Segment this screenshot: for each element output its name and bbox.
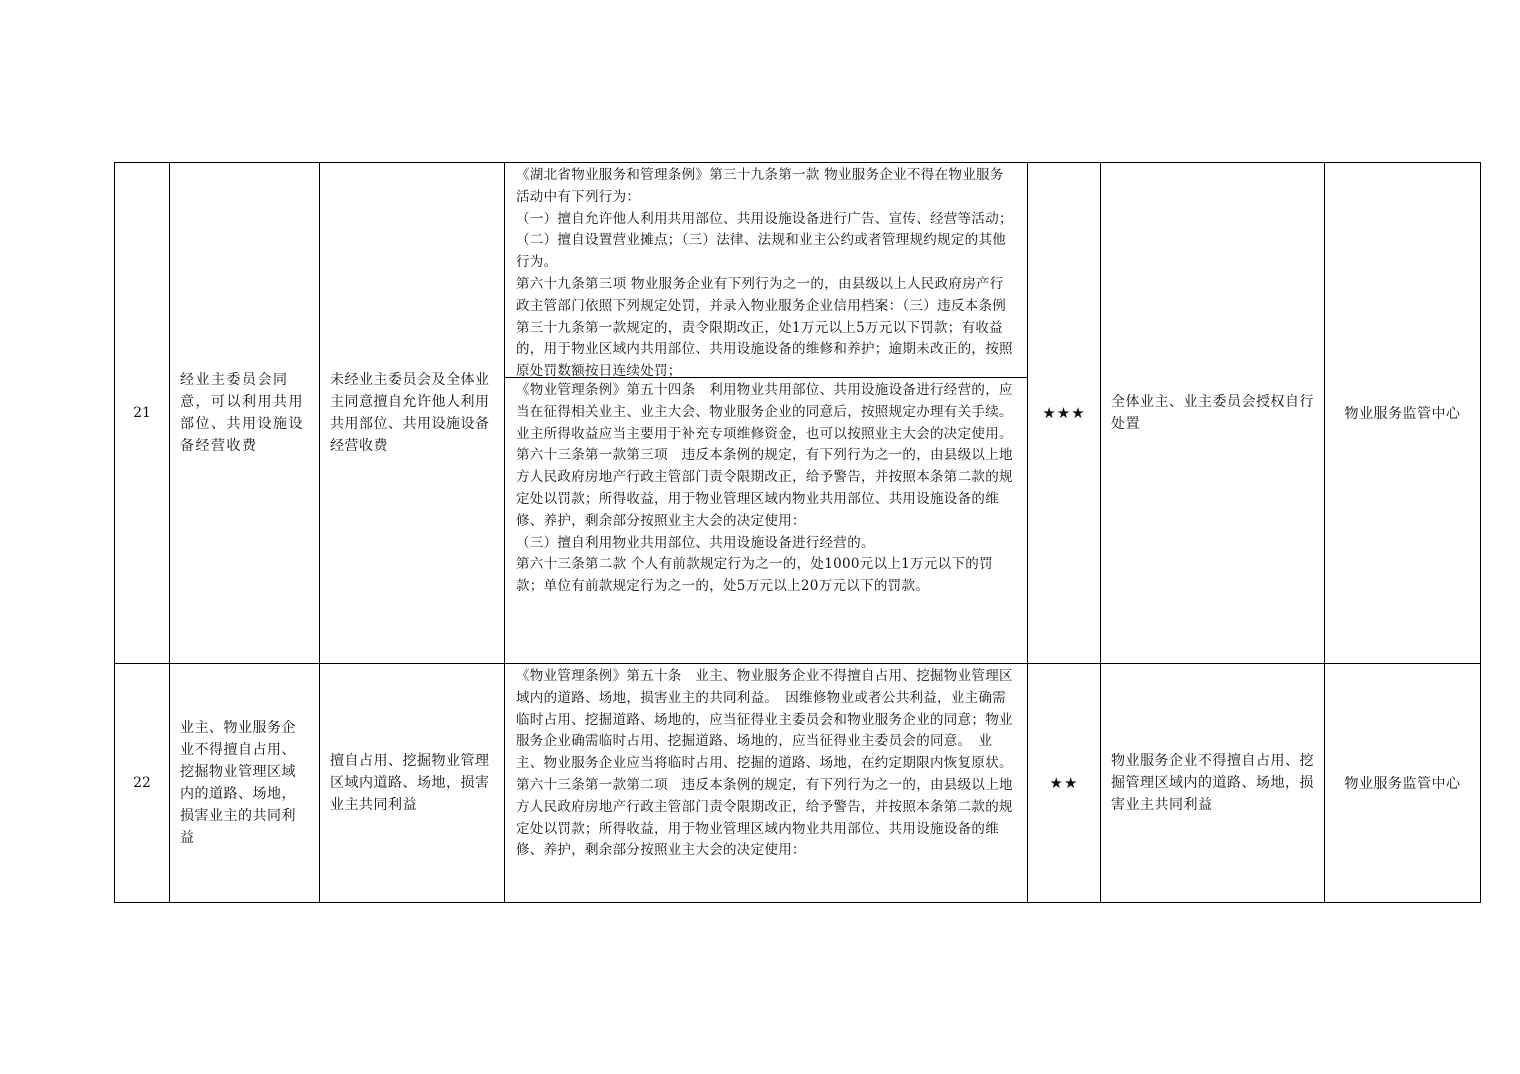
item-description: 经业主委员会同意，可以利用共用部位、共用设施设备经营收费 [170,163,320,664]
row-index: 21 [115,163,170,664]
violation-behavior: 未经业主委员会及全体业主同意擅自允许他人利用共用部位、共用设施设备经营收费 [320,163,505,664]
law-paragraph: （一）擅自允许他人利用共用部位、共用设施设备进行广告、宣传、经营等活动；（二）擅自设置营业摊点；（三）法律、法规和业主公约或者管理规约规定的其他行为。 [516,210,1013,271]
violation-behavior: 擅自占用、挖掘物业管理区域内道路、场地，损害业主共同利益 [320,664,505,903]
responsible-department: 物业服务监管中心 [1325,163,1481,664]
law-block [505,163,1027,380]
row-index: 22 [115,664,170,903]
table-row [115,163,1481,664]
item-description: 业主、物业服务企业不得擅自占用、挖掘物业管理区域内的道路、场地，损害业主的共同利益 [170,664,320,903]
law-paragraph: 第六十三条第二款 个人有前款规定行为之一的，处1000元以上1万元以下的罚款；单位有前款规定行为之一的，处5万元以上20万元以下的罚款。 [516,556,993,595]
law-paragraph: 《湖北省物业服务和管理条例》第三十九条第一款 物业服务企业不得在物业服务活动中有下列行为： [516,167,1004,205]
table-row [115,664,1481,903]
law-paragraph: （三）擅自利用物业共用部位、共用设施设备进行经营的。 [516,534,875,551]
responsible-department: 物业服务监管中心 [1325,664,1481,903]
handling-method: 全体业主、业主委员会授权自行处置 [1101,163,1325,664]
severity-stars: ★★★ [1028,163,1101,664]
law-paragraph: 《物业管理条例》第五十四条 利用物业共用部位、共用设施设备进行经营的，应当在征得相关业主、业主大会、物业服务企业的同意后，按照规定办理有关手续。业主所得收益应当主要用于补充专项维修资金，也可以按照业主大会的决定使用。 [516,382,1013,442]
law-block [505,664,1027,862]
handling-method: 物业服务企业不得擅自占用、挖掘管理区域内的道路、场地，损害业主共同利益 [1101,664,1325,903]
law-paragraph: 第六十三条第一款第三项 违反本条例的规定，有下列行为之一的，由县级以上地方人民政府房地产行政主管部门责令限期改正，给予警告，并按照本条第二款的规定处以罚款；所得收益，用于物业管理区域内物业共用部位、共用设施设备的维修、养护，剩余部分按照业主大会的决定使用： [516,447,1013,529]
regulation-table [114,162,1481,903]
severity-stars: ★★ [1028,664,1101,903]
law-paragraph: 第六十三条第一款第二项 违反本条例的规定，有下列行为之一的，由县级以上地方人民政府房地产行政主管部门责令限期改正，给予警告，并按照本条第二款的规定处以罚款；所得收益，用于物业管理区域内物业共用部位、共用设施设备的维修、养护，剩余部分按照业主大会的决定使用： [516,776,1013,859]
law-paragraph: 第六十九条第三项 物业服务企业有下列行为之一的，由县级以上人民政府房产行政主管部门依照下列规定处罚，并录入物业服务企业信用档案：（三）违反本条例第三十九条第一款规定的，责令限期改正，处1万元以上5万元以下罚款；有收益的，用于物业区域内共用部位、共用设施设备的维修和养护；逾期未改正的，按照原处罚数额按日连续处罚； [516,275,1013,380]
law-block [505,377,1027,598]
legal-basis [505,163,1028,664]
legal-basis [505,664,1028,903]
law-paragraph: 《物业管理条例》第五十条 业主、物业服务企业不得擅自占用、挖掘物业管理区域内的道路、场地，损害业主的共同利益。 因维修物业或者公共利益，业主确需临时占用、挖掘道路、场地的，应当征得业主委员会和物业服务企业的同意；物业服务企业确需临时占用、挖掘道路、场地的，应当征得业主委员会的同意。 业主、物业服务企业应当将临时占用、挖掘的道路、场地，在约定期限内恢复原状。 [516,668,1013,772]
